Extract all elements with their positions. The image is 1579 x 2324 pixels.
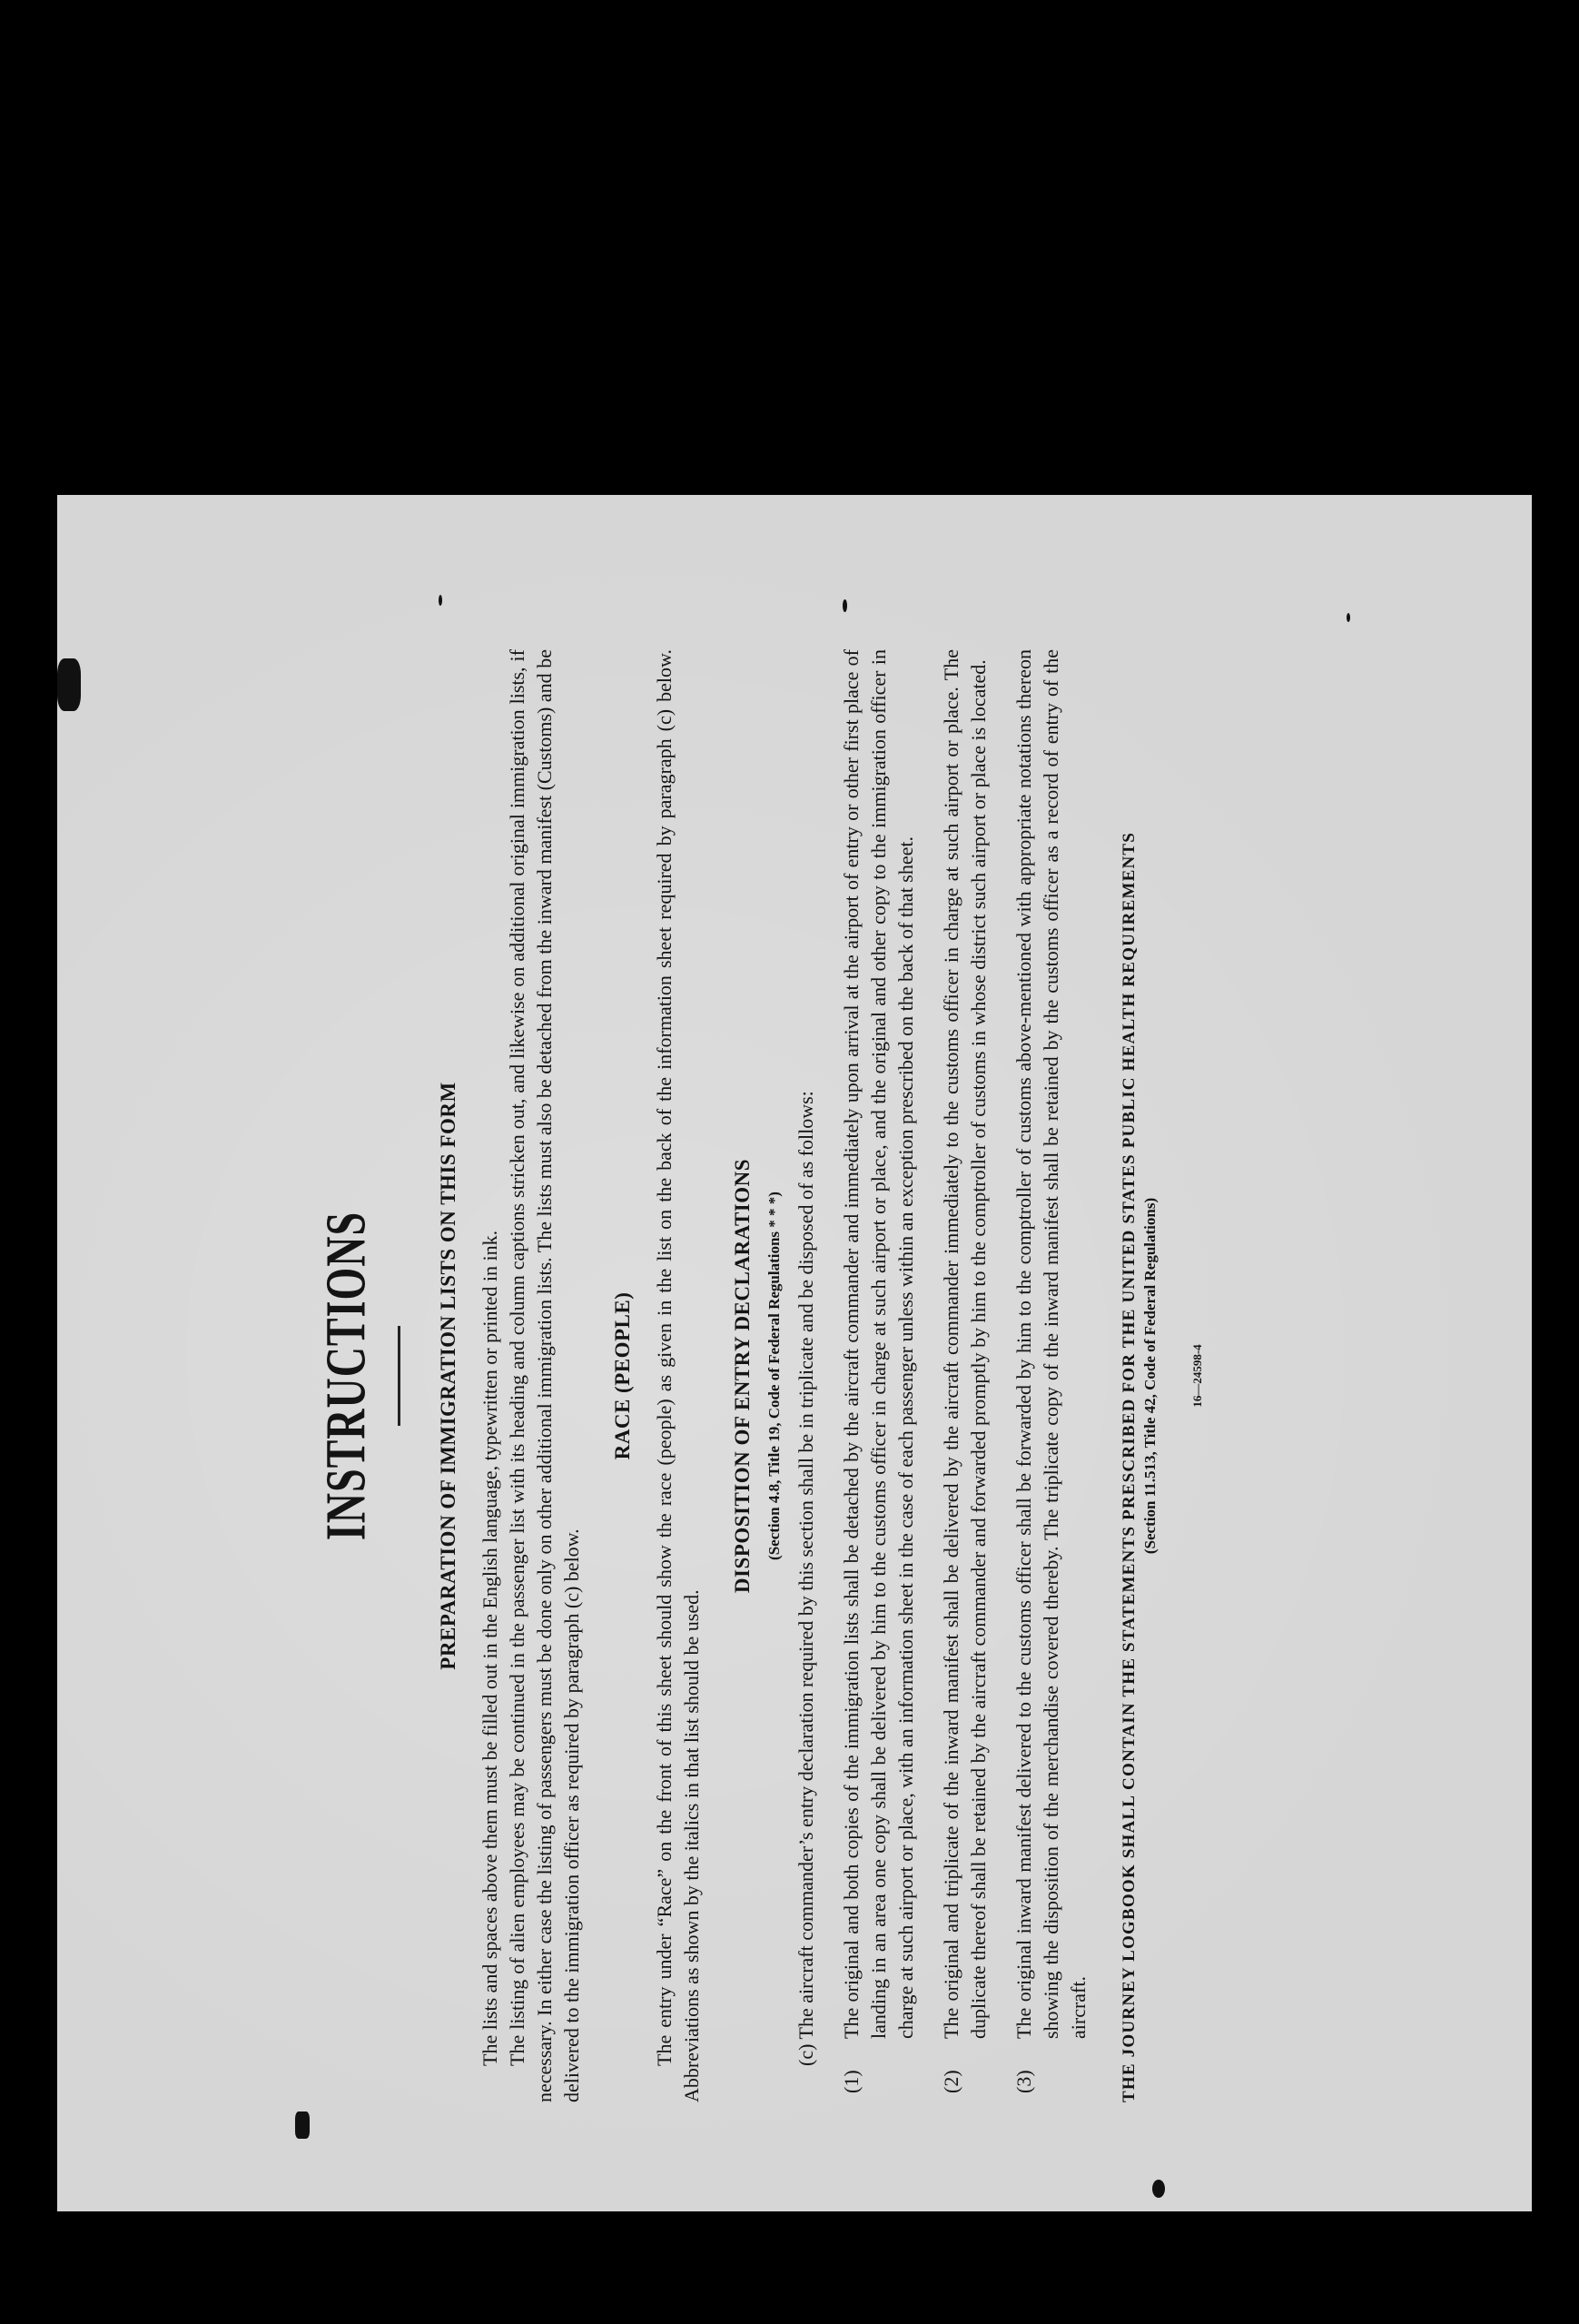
scan-speck xyxy=(57,658,81,711)
scan-speck xyxy=(1347,613,1350,622)
preparation-heading: PREPARATION OF IMMIGRATION LISTS ON THIS FORM xyxy=(437,1082,459,1670)
instructions-text-block xyxy=(112,549,1292,2202)
item-number: (3) xyxy=(1012,2070,1035,2093)
race-paragraph: The entry under “Race” on the front of this sheet should show the race (people) as given in the list on the back of the information sheet required by paragraph (c) below. Abbreviations as shown by the italics in that list should be used. xyxy=(653,649,703,2102)
disposition-item xyxy=(938,649,992,2102)
item-number: (2) xyxy=(940,2070,962,2093)
page-title: INSTRUCTIONS xyxy=(313,1211,377,1541)
form-number: 16—24598-4 xyxy=(1190,1344,1204,1408)
item-number: (1) xyxy=(840,2070,863,2093)
item-text: The original and triplicate of the inward manifest shall be delivered by the aircraft commander immediately to the customs officer in charge at such airport or place. The duplicate thereof shall be retained by the aircraft commander and forwarded promptly by him to the comptroller of customs in whose district such airport or place is located. xyxy=(940,649,990,2039)
item-text: The original inward manifest delivered to the customs officer shall be forwarded by him to the comptroller of customs above-mentioned with appropriate notations thereon showing the disposition of the merchandise covered thereby. The triplicate copy of the inward manifest shall be retained by the customs officer as a record of entry of the aircraft. xyxy=(1012,649,1090,2039)
document-page xyxy=(57,495,1532,2211)
disposition-intro: (c) The aircraft commander’s entry declaration required by this section shall be in triplicate and be disposed of as follows: xyxy=(794,1091,817,2066)
preparation-paragraph-1: The lists and spaces above them must be filled out in the English language, typewritten or printed in ink. xyxy=(479,1230,501,2066)
disposition-item xyxy=(838,649,920,2102)
item-text: The original and both copies of the immigration lists shall be detached by the aircraft commander and immediately upon arrival at the airport of entry or other first place of landing in an area one copy shall be delivered by him to the customs officer in charge at such airport or place, and the original and other copy to the immigration officer in charge at such airport or place, with an information sheet in the case of each passenger unless within an exception prescribed on the back of that sheet. xyxy=(840,649,917,2039)
title-divider xyxy=(398,1326,400,1426)
disposition-item xyxy=(1011,649,1092,2102)
logbook-statement: THE JOURNEY LOGBOOK SHALL CONTAIN THE STATEMENTS PRESCRIBED FOR THE UNITED STATES PUBLIC HEALTH REQUIREMENTS xyxy=(1120,831,1139,2102)
disposition-citation: (Section 4.8, Title 19, Code of Federal Regulations * * *) xyxy=(765,1192,783,1560)
race-heading: RACE (PEOPLE) xyxy=(611,1291,634,1460)
preparation-paragraph-2: The listing of alien employees may be continued in the passenger list with its heading and column captions stricken out, and likewise on additional original immigration lists, if necessary. In either case the listing of passengers must be done only on other additional immigration lists. The lists must also be detached from the inward manifest (Customs) and be delivered to the immigration officer as required by paragraph (c) below. xyxy=(506,649,583,2102)
logbook-citation: (Section 11.513, Title 42, Code of Federal Regulations) xyxy=(1141,1197,1159,1555)
disposition-heading: DISPOSITION OF ENTRY DECLARATIONS xyxy=(731,1158,754,1594)
